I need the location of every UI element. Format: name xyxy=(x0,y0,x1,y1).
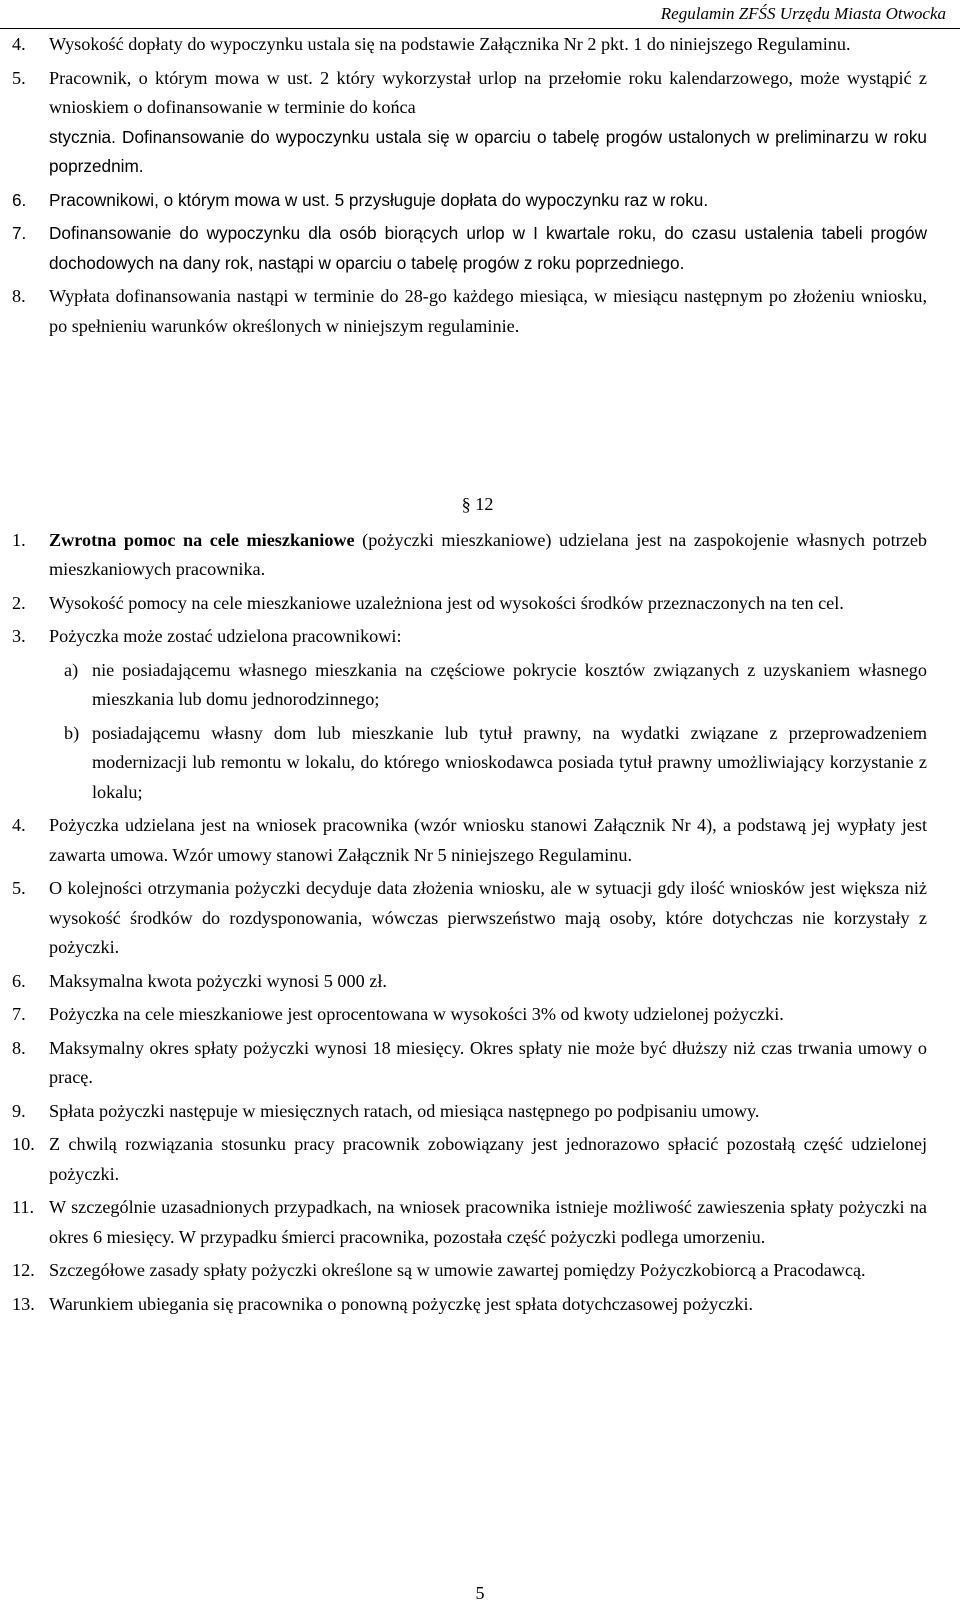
item-number: 7. xyxy=(12,1004,26,1024)
item-text: Wysokość dopłaty do wypoczynku ustala się na podstawie Załącznika Nr 2 pkt. 1 do niniejszego Regulaminu. xyxy=(49,34,851,54)
list-item xyxy=(12,622,927,652)
item-number: 7. xyxy=(12,223,27,243)
item-number: 2. xyxy=(12,592,26,613)
item-number: 9. xyxy=(12,1100,26,1121)
sub-list-item xyxy=(12,719,927,808)
list-item xyxy=(12,874,927,963)
list-item xyxy=(12,1290,927,1320)
item-text: Pracownik, o którym mowa w ust. 2 który wykorzystał urlop na przełomie roku kalendarzowego, może wystąpić z wnioskiem o dofinansowanie w terminie do końca xyxy=(49,67,927,117)
sub-item-text: nie posiadającemu własnego mieszkania na częściowe pokrycie kosztów związanych z uzyskaniem własnego mieszkania lub domu jednorodzinnego; xyxy=(92,659,927,709)
item-number: 5. xyxy=(12,67,26,88)
list-item xyxy=(12,282,927,341)
item-text-continuation: stycznia. Dofinansowanie do wypoczynku ustala się w oparciu o tabelę progów ustalonych w preliminarzu w roku poprzednim. xyxy=(49,126,927,176)
item-number: 10. xyxy=(12,1134,35,1154)
section-block xyxy=(12,482,927,1323)
list-item xyxy=(12,1034,927,1093)
item-text: Pożyczka udzielana jest na wniosek pracownika (wzór wniosku stanowi Załącznik Nr 4), a podstawą jej wypłaty jest zawarta umowa. Wzór umowy stanowi Załącznik Nr 5 niniejszego Regulaminu. xyxy=(49,815,927,865)
item-text: Dofinansowanie do wypoczynku dla osób biorących urlop w I kwartale roku, do czasu ustalenia tabeli progów dochodowych na dany rok, nastąpi w oparciu o tabelę progów z roku poprzedniego. xyxy=(49,223,927,273)
item-text: Pożyczka na cele mieszkaniowe jest oprocentowana w wysokości 3% od kwoty udzielonej pożyczki. xyxy=(49,1004,784,1024)
item-number: 11. xyxy=(12,1197,35,1217)
list-item xyxy=(12,186,927,216)
sub-list-item xyxy=(12,656,927,715)
list-item xyxy=(12,811,927,870)
item-text: Maksymalny okres spłaty pożyczki wynosi 18 miesięcy. Okres spłaty nie może być dłuższy niż czas trwania umowy o pracę. xyxy=(49,1037,927,1087)
header-rule xyxy=(0,28,960,29)
item-text: Pracownikowi, o którym mowa w ust. 5 przysługuje dopłata do wypoczynku raz w roku. xyxy=(49,189,709,210)
section-heading: § 12 xyxy=(461,494,494,514)
item-number: 8. xyxy=(12,1037,26,1058)
item-text: W szczególnie uzasadnionych przypadkach, na wniosek pracownika istnieje możliwość zawieszenia spłaty pożyczki na okres 6 miesięcy. W przypadku śmierci pracownika, pozostała część pożyczki podlega umorzeniu. xyxy=(49,1197,927,1247)
item-number: 1. xyxy=(12,529,26,550)
running-header: Regulamin ZFŚS Urzędu Miasta Otwocka xyxy=(660,4,946,23)
item-text: O kolejności otrzymania pożyczki decyduje data złożenia wniosku, ale w sytuacji gdy ilość wniosków jest większa niż wysokość środków do rozdysponowania, wówczas pierwszeństwo mają osoby, które dotychczas nie korzystały z pożyczki. xyxy=(49,878,927,957)
item-text-rest: (pożyczki mieszkaniowe) udzielana jest na zaspokojenie własnych potrzeb mieszkaniowych pracownika. xyxy=(49,529,927,579)
item-number: 13. xyxy=(12,1293,35,1314)
sub-item-letter: a) xyxy=(64,659,79,680)
item-number: 5. xyxy=(12,878,26,898)
list-item xyxy=(12,1130,927,1189)
item-text: Warunkiem ubiegania się pracownika o ponowną pożyczkę jest spłata dotychczasowej pożyczki. xyxy=(49,1293,754,1314)
item-number: 6. xyxy=(12,189,27,210)
item-text: Wypłata dofinansowania nastąpi w terminie do 28-go każdego miesiąca, w miesiącu następnym po złożeniu wniosku, po spełnieniu warunków określonych w niniejszym regulaminie. xyxy=(49,286,927,336)
list-item xyxy=(12,1097,927,1127)
item-bold-text: Zwrotna pomoc na cele mieszkaniowe xyxy=(49,529,355,550)
item-text: Pożyczka może zostać udzielona pracownikowi: xyxy=(49,626,402,646)
list-item xyxy=(12,64,927,182)
item-number: 6. xyxy=(12,970,26,991)
item-number: 12. xyxy=(12,1260,35,1280)
page-number: 5 xyxy=(475,1583,485,1603)
list-item xyxy=(12,1000,927,1030)
item-number: 8. xyxy=(12,286,26,306)
item-text: Wysokość pomocy na cele mieszkaniowe uzależniona jest od wysokości środków przeznaczonych na ten cel. xyxy=(49,592,844,613)
item-text: Szczegółowe zasady spłaty pożyczki określone są w umowie zawartej pomiędzy Pożyczkobiorcą a Pracodawcą. xyxy=(49,1260,866,1280)
list-item xyxy=(12,967,927,997)
list-item xyxy=(12,526,927,585)
previous-section-items xyxy=(12,30,927,345)
item-text: Z chwilą rozwiązania stosunku pracy pracownik zobowiązany jest jednorazowo spłacić pozostałą część udzielonej pożyczki. xyxy=(49,1134,927,1184)
item-text: Spłata pożyczki następuje w miesięcznych ratach, od miesiąca następnego po podpisaniu umowy. xyxy=(49,1100,760,1121)
list-item xyxy=(12,1256,927,1286)
sub-item-letter: b) xyxy=(64,722,80,743)
list-item xyxy=(12,219,927,278)
sub-item-text: posiadającemu własny dom lub mieszkanie lub tytuł prawny, na wydatki związane z przeprowadzeniem modernizacji lub remontu w lokalu, do którego wnioskodawca posiada tytuł prawny umożliwiający korzystanie z lokalu; xyxy=(92,722,927,802)
list-item xyxy=(12,589,927,619)
item-text: Maksymalna kwota pożyczki wynosi 5 000 zł. xyxy=(49,970,387,991)
item-text xyxy=(49,526,927,585)
list-item xyxy=(12,1193,927,1252)
item-number: 4. xyxy=(12,34,26,54)
list-item xyxy=(12,30,927,60)
item-number: 4. xyxy=(12,815,26,835)
item-number: 3. xyxy=(12,626,26,646)
